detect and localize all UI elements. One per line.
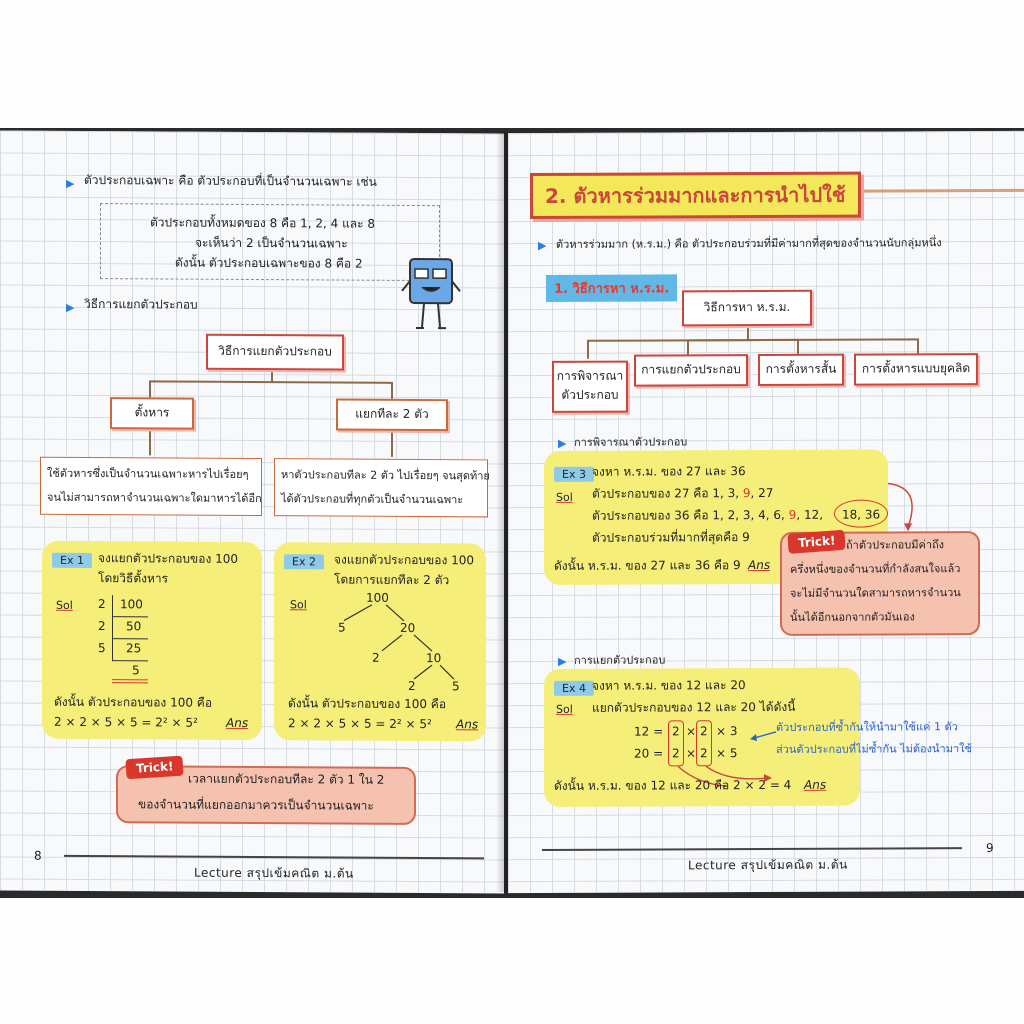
ex3-factors-36-common: 9 [788, 507, 797, 522]
ex3-factors-27-post: , 27 [750, 485, 774, 501]
ex4-factor: 2 [672, 746, 680, 761]
ex2-question-2: โดยการแยกทีละ 2 ตัว [334, 572, 450, 588]
ex1-divisor: 2 [98, 597, 106, 612]
ex3-tag: Ex 3 [554, 467, 594, 482]
footer-rule [64, 855, 484, 859]
gcd-diagram-root: วิธีการหา ห.ร.ม. [682, 290, 812, 327]
trick-tag-left: Trick! [125, 756, 184, 780]
gcd-method-consider-line-1: การพิจารณา [556, 368, 624, 383]
tree-node: 5 [452, 679, 460, 694]
trick-right-line-1: ถ้าตัวประกอบมีค่าถึง [846, 538, 945, 552]
section-heading: วิธีการแยกตัวประกอบ [84, 296, 198, 312]
left-page [0, 130, 504, 893]
ex4-times: × [686, 746, 697, 761]
diagram-root-box: วิธีการแยกตัวประกอบ [206, 334, 344, 371]
ex4-factor: 2 [672, 724, 680, 739]
right-page [508, 131, 1024, 893]
diagram-branch-pairs: แยกทีละ 2 ตัว [336, 399, 448, 432]
ex1-conclusion: ดังนั้น ตัวประกอบของ 100 คือ [54, 694, 213, 710]
ex3-factors-36 [592, 506, 823, 526]
factor-tree-lines [274, 592, 486, 693]
tree-node: 5 [338, 620, 346, 635]
trick-right-line-2: ครึ่งหนึ่งของจำนวนที่กำลังสนใจแล้ว [790, 562, 961, 576]
ex3-factors-27-common: 9 [742, 486, 751, 501]
gcd-method-consider-line-2: ตัวประกอบ [561, 387, 619, 402]
ex2-question-1: จงแยกตัวประกอบของ 100 [334, 552, 475, 568]
ex3-greatest-common: ตัวประกอบร่วมที่มากที่สุดคือ 9 [592, 530, 750, 545]
ex3-circled-factors: 18, 36 [842, 507, 881, 522]
page-number-right: 9 [986, 841, 994, 856]
bullet-icon: ▶ [558, 436, 567, 450]
ex1-tag: Ex 1 [52, 553, 92, 568]
bullet-icon: ▶ [558, 654, 567, 668]
heading-consider: การพิจารณาตัวประกอบ [574, 435, 688, 449]
desc-pairs-line-2: ได้ตัวประกอบที่ทุกตัวเป็นจำนวนเฉพาะ [281, 492, 464, 507]
ex2-math: 2 × 2 × 5 × 5 = 2² × 5² [288, 716, 432, 732]
desc-division-line-2: จนไม่สามารถหาจำนวนเฉพาะใดมาหารได้อีก [47, 490, 262, 506]
tree-node: 100 [366, 590, 389, 605]
intro-line: ตัวประกอบเฉพาะ คือ ตัวประกอบที่เป็นจำนวนเฉพาะ เช่น [84, 172, 377, 189]
desc-pairs-line-1: หาตัวประกอบทีละ 2 ตัว ไปเรื่อยๆ จนสุดท้าย [281, 468, 490, 483]
ex3-factors-27-pre: ตัวประกอบของ 27 คือ 1, 3, [592, 486, 743, 501]
sub-title: 1. วิธีการหา ห.ร.ม. [546, 274, 677, 302]
arrow-icon [868, 471, 928, 535]
gcd-method-short-division: การตั้งหารสั้น [758, 354, 844, 386]
trick-right-line-3: จะไม่มีจำนวนใดสามารถหารจำนวน [790, 586, 961, 600]
ex4-factor-line: แยกตัวประกอบของ 12 และ 20 ได้ดังนี้ [592, 699, 796, 715]
ex4-row1-lhs: 12 = [634, 724, 664, 739]
page-number-left: 8 [34, 848, 42, 863]
heading-factor: การแยกตัวประกอบ [574, 653, 666, 667]
gcd-method-euclid: การตั้งหารแบบยุคลิด [854, 353, 978, 386]
tree-node: 10 [426, 651, 442, 666]
ex1-dividend: 25 [126, 641, 142, 656]
ex4-row2-lhs: 20 = [634, 746, 664, 761]
ex4-note-2: ส่วนตัวประกอบที่ไม่ซ้ำกัน ไม่ต้องนำมาใช้ [776, 742, 972, 756]
ex4-row1-rest: × 3 [716, 724, 738, 739]
ex4-row2-rest: × 5 [716, 746, 738, 761]
trick-right-line-4: นั้นได้อีกนอกจากตัวมันเอง [790, 610, 915, 624]
ex2-conclusion: ดังนั้น ตัวประกอบของ 100 คือ [288, 696, 447, 712]
ex4-conclusion: ดังนั้น ห.ร.ม. ของ 12 และ 20 คือ 2 × 2 = 4 [554, 777, 792, 793]
ex4-question: จงหา ห.ร.ม. ของ 12 และ 20 [592, 678, 746, 693]
ex1-sol-label: Sol [56, 598, 73, 612]
ex3-question: จงหา ห.ร.ม. ของ 27 และ 36 [592, 464, 746, 479]
ex4-factor: 2 [700, 724, 708, 739]
ex4-ans: Ans [804, 777, 827, 792]
ex3-ans: Ans [748, 557, 771, 573]
ex2-tag: Ex 2 [284, 554, 324, 569]
ex1-divisor: 2 [98, 619, 106, 634]
desc-division-line-1: ใช้ตัวหารซึ่งเป็นจำนวนเฉพาะหารไปเรื่อยๆ [47, 466, 249, 481]
desc-box-pairs [274, 458, 488, 517]
tree-node: 2 [408, 678, 416, 693]
bullet-icon: ▶ [66, 300, 75, 314]
ex4-tag: Ex 4 [554, 681, 594, 696]
gcd-method-consider [552, 361, 628, 413]
ex1-question-1: จงแยกตัวประกอบของ 100 [98, 551, 239, 566]
ex3-conclusion: ดังนั้น ห.ร.ม. ของ 27 และ 36 คือ 9 [554, 558, 741, 573]
section-title: 2. ตัวหารร่วมมากและการนำไปใช้ [530, 172, 861, 219]
ex2-ans: Ans [456, 717, 479, 732]
ex1-divisor: 5 [98, 641, 106, 656]
trick-left-line-1: เวลาแยกตัวประกอบทีละ 2 ตัว 1 ใน 2 [188, 771, 385, 787]
ex1-dividend: 5 [132, 663, 140, 678]
desc-box-division [40, 457, 262, 516]
ex4-factor: 2 [700, 746, 708, 761]
tree-node: 20 [400, 620, 416, 635]
tree-node: 2 [372, 650, 380, 665]
ex1-dividend: 100 [120, 597, 143, 612]
footer-right: Lecture สรุปเข้มคณิต ม.ต้น [688, 857, 848, 873]
ex2-sol-label: Sol [290, 598, 307, 612]
bullet-icon: ▶ [66, 176, 75, 190]
bullet-icon: ▶ [538, 238, 547, 252]
gcd-method-factor: การแยกตัวประกอบ [634, 354, 748, 386]
diagram-branch-division: ตั้งหาร [110, 397, 194, 430]
ex1-math: 2 × 2 × 5 × 5 = 2² × 5² [54, 714, 198, 730]
ex1-question-2: โดยวิธีตั้งหาร [98, 571, 169, 586]
ex1-ans: Ans [226, 715, 249, 730]
ex4-sol-label: Sol [556, 702, 573, 716]
ex3-factors-36-post: , 12, [796, 507, 824, 522]
ex1-dividend: 50 [126, 619, 142, 634]
footer-left: Lecture สรุปเข้มคณิต ม.ต้น [194, 865, 354, 881]
gcd-definition: ตัวหารร่วมมาก (ห.ร.ม.) คือ ตัวประกอบร่วมที่มีค่ามากที่สุดของจำนวนนับกลุ่มหนึ่ง [556, 236, 942, 251]
example-line-1: ตัวประกอบทั้งหมดของ 8 คือ 1, 2, 4 และ 8 [150, 215, 376, 231]
double-underline [112, 679, 148, 683]
example-line-2: จะเห็นว่า 2 เป็นจำนวนเฉพาะ [195, 235, 348, 251]
trick-tag-right: Trick! [787, 530, 846, 554]
ex4-times: × [686, 724, 697, 739]
ex3-sol-label: Sol [556, 490, 573, 504]
trick-left-line-2: ของจำนวนที่แยกออกมาควรเป็นจำนวนเฉพาะ [138, 797, 374, 813]
ex3-factors-27 [592, 484, 773, 503]
ex4-note-1: ตัวประกอบที่ซ้ำกันให้นำมาใช้แค่ 1 ตัว [776, 720, 958, 734]
footer-rule [542, 847, 962, 850]
ex3-factors-36-pre: ตัวประกอบของ 36 คือ 1, 2, 3, 4, 6, [592, 507, 789, 523]
example-line-3: ดังนั้น ตัวประกอบเฉพาะของ 8 คือ 2 [175, 255, 363, 271]
